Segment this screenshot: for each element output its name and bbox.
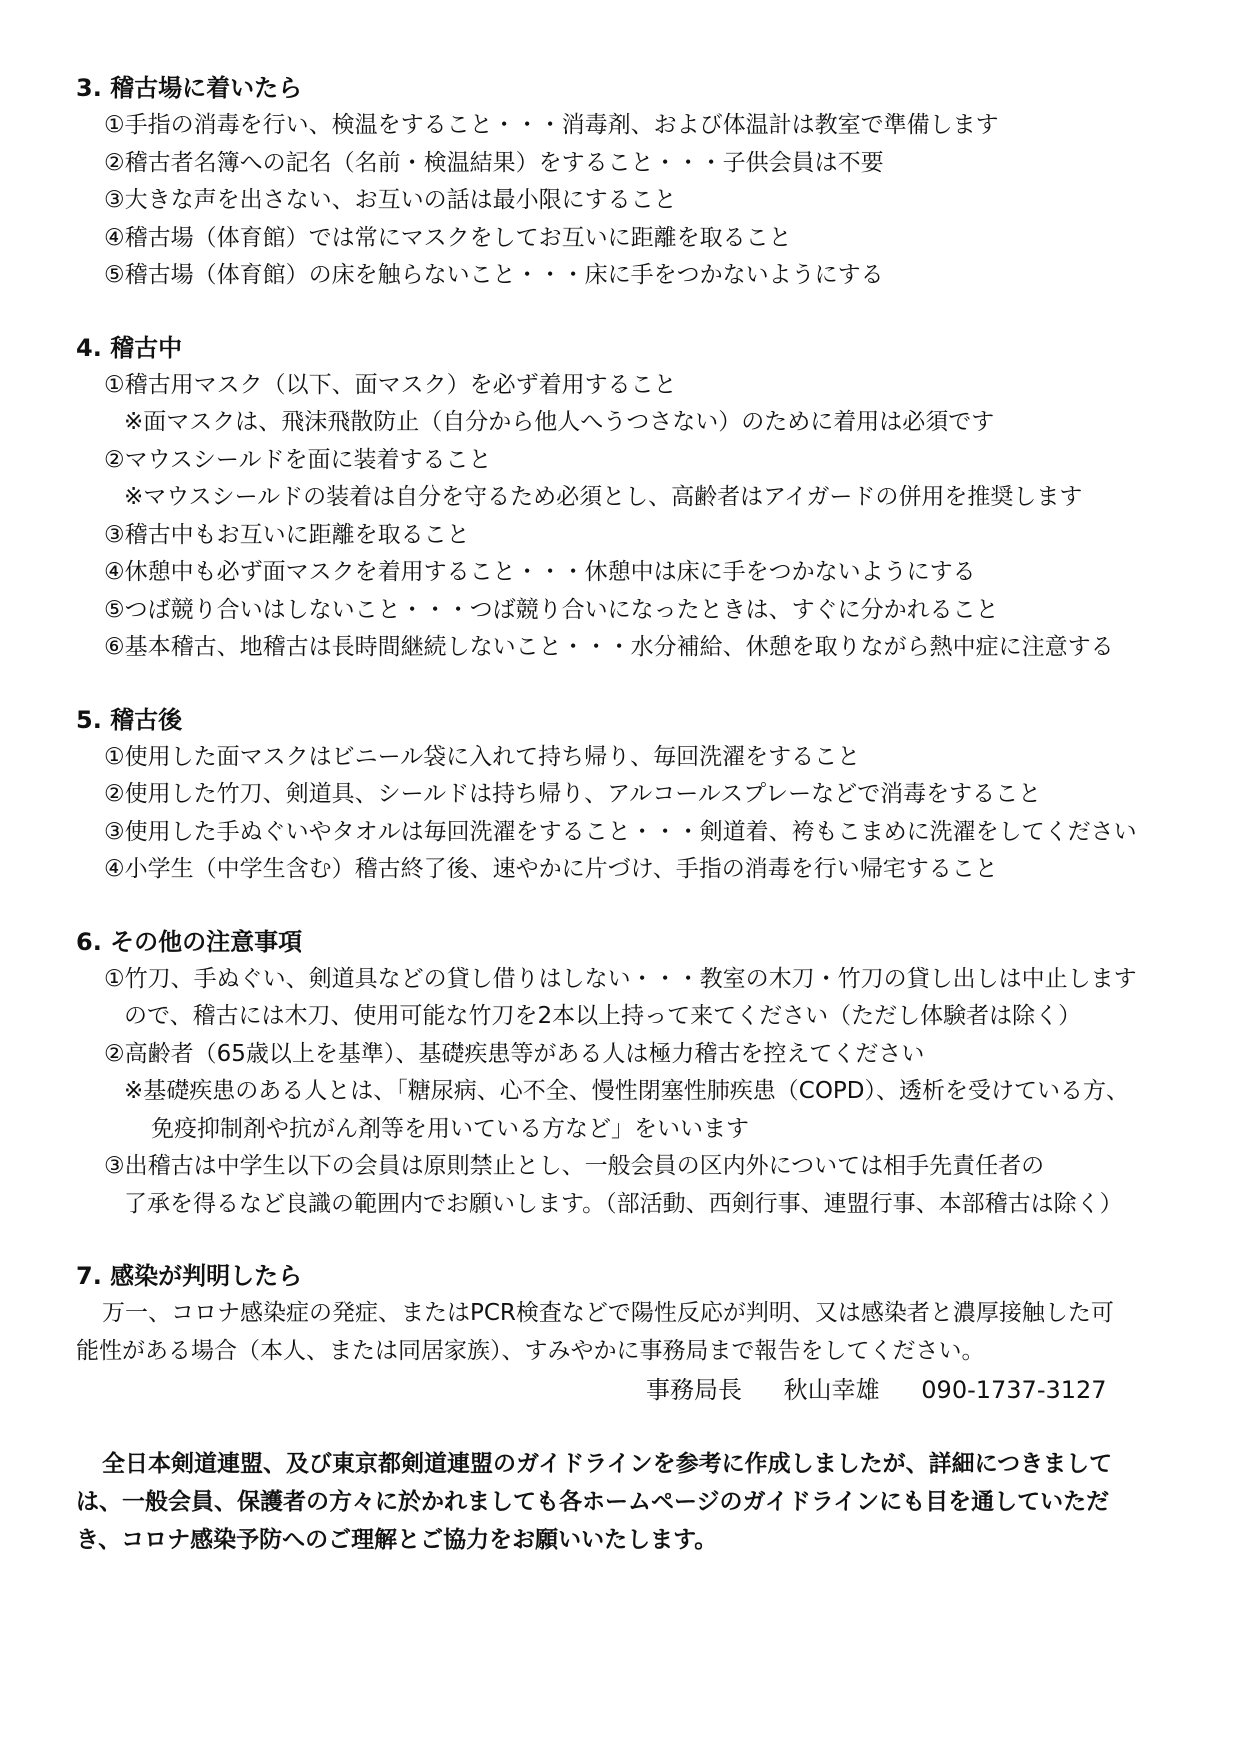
closing-line: は、一般会員、保護者の方々に於かれましても各ホームページのガイドラインにも目を通していただ (76, 1489, 1110, 1515)
rule-note: ※面マスクは、飛沫飛散防止（自分から他人へうつさない）のために着用は必須です (124, 409, 995, 435)
rule-item: ①竹刀、手ぬぐい、剣道具などの貸し借りはしない・・・教室の木刀・竹刀の貸し出しは中止します (104, 965, 1137, 992)
section-heading: 5. 稽古後 (76, 705, 183, 734)
paragraph-line: 能性がある場合（本人、または同居家族）、すみやかに事務局まで報告をしてください。 (76, 1337, 985, 1364)
rule-item: ③使用した手ぬぐいやタオルは毎回洗濯をすること・・・剣道着、袴もこまめに洗濯をしてください (104, 818, 1137, 845)
rule-note: ※マウスシールドの装着は自分を守るため必須とし、高齢者はアイガードの併用を推奨します (124, 484, 1083, 510)
section-heading: 3. 稽古場に着いたら (76, 74, 303, 102)
rule-item: ③出稽古は中学生以下の会員は原則禁止とし、一般会員の区内外については相手先責任者の (104, 1153, 1045, 1179)
section-arrival (76, 70, 1186, 295)
rule-item: ④休憩中も必ず面マスクを着用すること・・・休憩中は床に手をつかないようにする (104, 559, 976, 585)
rule-item: ③稽古中もお互いに距離を取ること (104, 521, 470, 548)
rule-continuation: ので、稽古には木刀、使用可能な竹刀を2本以上持って来てください（ただし体験者は除く） (124, 1003, 1082, 1029)
paragraph-line: 万一、コロナ感染症の発症、またはPCR検査などで陽性反応が判明、又は感染者と濃厚接触した可 (102, 1300, 1114, 1326)
rule-item: ⑥基本稽古、地稽古は長時間継続しないこと・・・水分補給、休憩を取りながら熱中症に注意する (104, 634, 1114, 660)
rule-item: ②マウスシールドを面に装着すること (104, 446, 492, 473)
section-heading: 4. 稽古中 (76, 333, 183, 362)
rule-item: ④小学生（中学生含む）稽古終了後、速やかに片づけ、手指の消毒を行い帰宅すること (104, 856, 998, 882)
section-during-practice (76, 330, 1186, 667)
document-page (76, 70, 1186, 1559)
section-after-practice (76, 702, 1186, 889)
rule-item: ④稽古場（体育館）では常にマスクをしてお互いに距離を取ること (104, 224, 792, 251)
rule-item: ③大きな声を出さない、お互いの話は最小限にすること (104, 187, 677, 213)
rule-note: ※基礎疾患のある人とは、「糖尿病、心不全、慢性閉塞性肺疾患（COPD）、透析を受けている方、 (124, 1078, 1130, 1104)
closing-paragraph (76, 1445, 1186, 1559)
rule-item: ⑤つば競り合いはしないこと・・・つば競り合いになったときは、すぐに分かれること (104, 596, 999, 623)
section-heading: 7. 感染が判明したら (76, 1262, 303, 1290)
rule-note-continuation: 免疫抑制剤や抗がん剤等を用いている方など」をいいます (151, 1115, 749, 1142)
section-heading: 6. その他の注意事項 (76, 927, 303, 956)
section-other-notes (76, 924, 1186, 1224)
rule-item: ②稽古者名簿への記名（名前・検温結果）をすること・・・子供会員は不要 (104, 149, 884, 176)
closing-line: 全日本剣道連盟、及び東京都剣道連盟のガイドラインを参考に作成しましたが、詳細につきまして (102, 1451, 1113, 1477)
closing-line: き、コロナ感染予防へのご理解とご協力をお願いいたします。 (76, 1527, 718, 1553)
contact-role: 事務局長 (646, 1376, 742, 1404)
contact-name: 秋山幸雄 (783, 1376, 880, 1404)
rule-item: ②高齢者（65歳以上を基準）、基礎疾患等がある人は極力稽古を控えてください (104, 1040, 925, 1067)
rule-item: ①使用した面マスクはビニール袋に入れて持ち帰り、毎回洗濯をすること (104, 743, 861, 770)
section-infection-report (76, 1258, 1186, 1410)
rule-item: ①稽古用マスク（以下、面マスク）を必ず着用すること (104, 371, 677, 398)
rule-continuation: 了承を得るなど良識の範囲内でお願いします。（部活動、西剣行事、連盟行事、本部稽古は除く） (124, 1190, 1123, 1217)
rule-item: ⑤稽古場（体育館）の床を触らないこと・・・床に手をつかないようにする (104, 262, 884, 288)
contact-info (76, 1370, 1186, 1410)
rule-item: ②使用した竹刀、剣道具、シールドは持ち帰り、アルコールスプレーなどで消毒をすること (104, 781, 1042, 807)
rule-item: ①手指の消毒を行い、検温をすること・・・消毒剤、および体温計は教室で準備します (104, 112, 999, 138)
contact-phone: 090-1737-3127 (921, 1376, 1107, 1404)
